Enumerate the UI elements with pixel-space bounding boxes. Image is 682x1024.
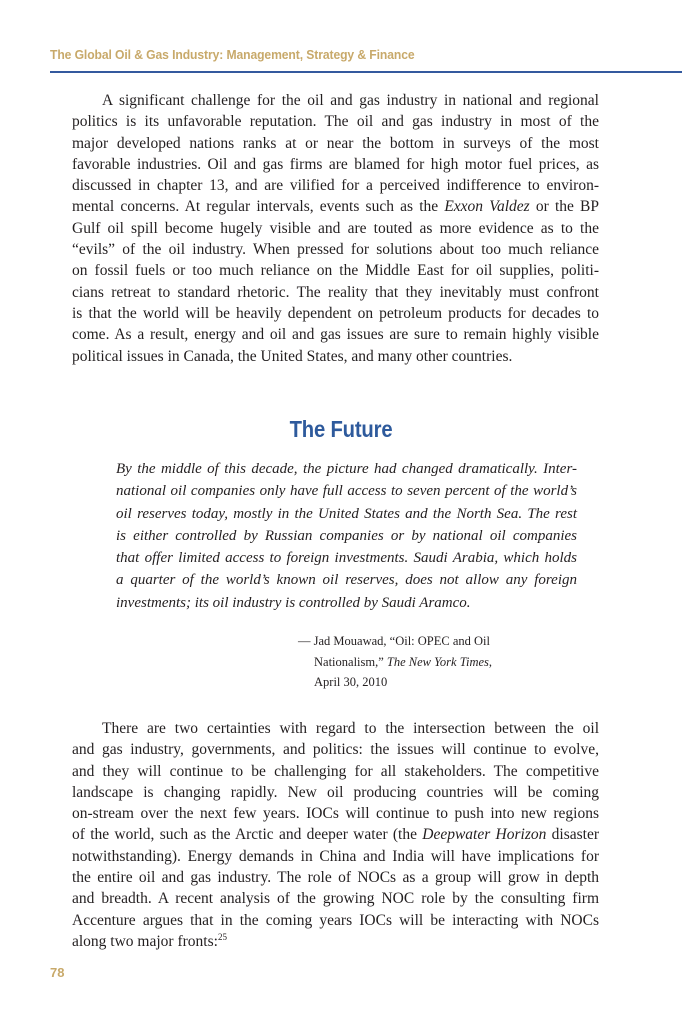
footnote-reference[interactable]: 25	[217, 931, 227, 942]
text-line: Accenture argues that in the coming years IOCs will be interacting with NOCs	[72, 911, 599, 929]
attribution-date: April 30, 2010	[314, 675, 388, 689]
paragraph-certainties	[72, 718, 599, 952]
quote-line: investments; its oil industry is controlled by Saudi Aramco.	[116, 594, 471, 611]
paragraph-reputation	[72, 90, 599, 367]
text-line: favorable industries. Oil and gas firms are blamed for high motor fuel prices, as	[72, 155, 599, 173]
quote-line: By the middle of this decade, the picture had changed dramatically. Inter-	[116, 461, 577, 477]
quote-line: a quarter of the world’s known oil reserves, does not allow any foreign	[116, 572, 577, 589]
text-line: A significant challenge for the oil and gas industry in national and regional	[102, 92, 599, 109]
quote-line: that offer limited access to foreign investments. Saudi Arabia, which holds	[116, 550, 577, 567]
text-line: and breadth. A recent analysis of the growing NOC role by the consulting firm	[72, 890, 599, 908]
text-line: along two major fronts:$^{25}$	[72, 931, 227, 950]
text-line: discussed in chapter 13, and are vilified for a perceived indifference to environ-	[72, 177, 599, 195]
text-line: cians retreat to standard rhetoric. The reality that they inevitably must confront	[72, 283, 599, 301]
section-heading: The Future	[289, 416, 393, 442]
text-line: the entire oil and gas industry. The role of NOCs as a group will grow in depth	[72, 869, 599, 887]
text-line: and gas industry, governments, and politics: the issues will continue to evolve,	[72, 741, 599, 759]
running-head-title: The Global Oil & Gas Industry: Management, Strategy & Finance	[50, 47, 415, 62]
text-line: Gulf oil spill become hugely visible and are touted as more evidence as to the	[72, 219, 599, 237]
text-line: notwithstanding). Energy demands in China and India will have implications for	[72, 847, 599, 865]
deepwater-horizon-italic: Deepwater Horizon	[422, 826, 547, 844]
text-line: politics is its unfavorable reputation. The oil and gas industry in most of the	[72, 113, 599, 131]
text-line: There are two certainties with regard to the intersection between the oil	[102, 720, 599, 737]
text-line: come. As a result, energy and oil and gas issues are sure to remain highly visible	[72, 326, 599, 344]
quote-line: is either controlled by Russian companies or by national oil companies	[116, 527, 577, 544]
quote-line: oil reserves today, mostly in the United States and the North Sea. The rest	[116, 505, 577, 522]
header-rule	[50, 71, 682, 73]
text-line: of the world, such as the Arctic and deeper water (the Deepwater Horizon disaster	[72, 826, 599, 844]
publication-title: The New York Times	[386, 654, 489, 669]
attribution-line: Nationalism,” The New York Times,	[314, 654, 493, 669]
quote-line: national oil companies only have full access to seven percent of the world’s	[116, 483, 577, 500]
attribution-line: — Jad Mouawad, “Oil: OPEC and Oil	[298, 634, 490, 648]
text-line: major developed nations ranks at or near the bottom in surveys of the most	[72, 134, 599, 152]
text-line: on-stream over the next few years. IOCs will continue to push into new regions	[72, 805, 599, 823]
text-line: landscape is changing rapidly. New oil producing countries will be coming	[72, 783, 599, 801]
text-line: on fossil fuels or too much reliance on the Middle East for oil supplies, politi-	[72, 262, 599, 280]
exxon-valdez-italic: Exxon Valdez	[444, 198, 530, 216]
text-line: political issues in Canada, the United States, and many other countries.	[72, 347, 513, 365]
text-line: is that the world will be heavily dependent on petroleum products for decades to	[72, 304, 599, 322]
epigraph-quote	[116, 458, 577, 614]
text-line: mental concerns. At regular intervals, events such as the Exxon Valdez or the BP	[72, 198, 600, 216]
page-number: 78	[50, 965, 65, 980]
text-line: “evils” of the oil industry. When pressed for solutions about too much reliance	[72, 241, 599, 259]
text-line: and they will continue to be challenging for all stakeholders. The competitive	[72, 762, 599, 780]
epigraph-attribution	[298, 631, 492, 693]
